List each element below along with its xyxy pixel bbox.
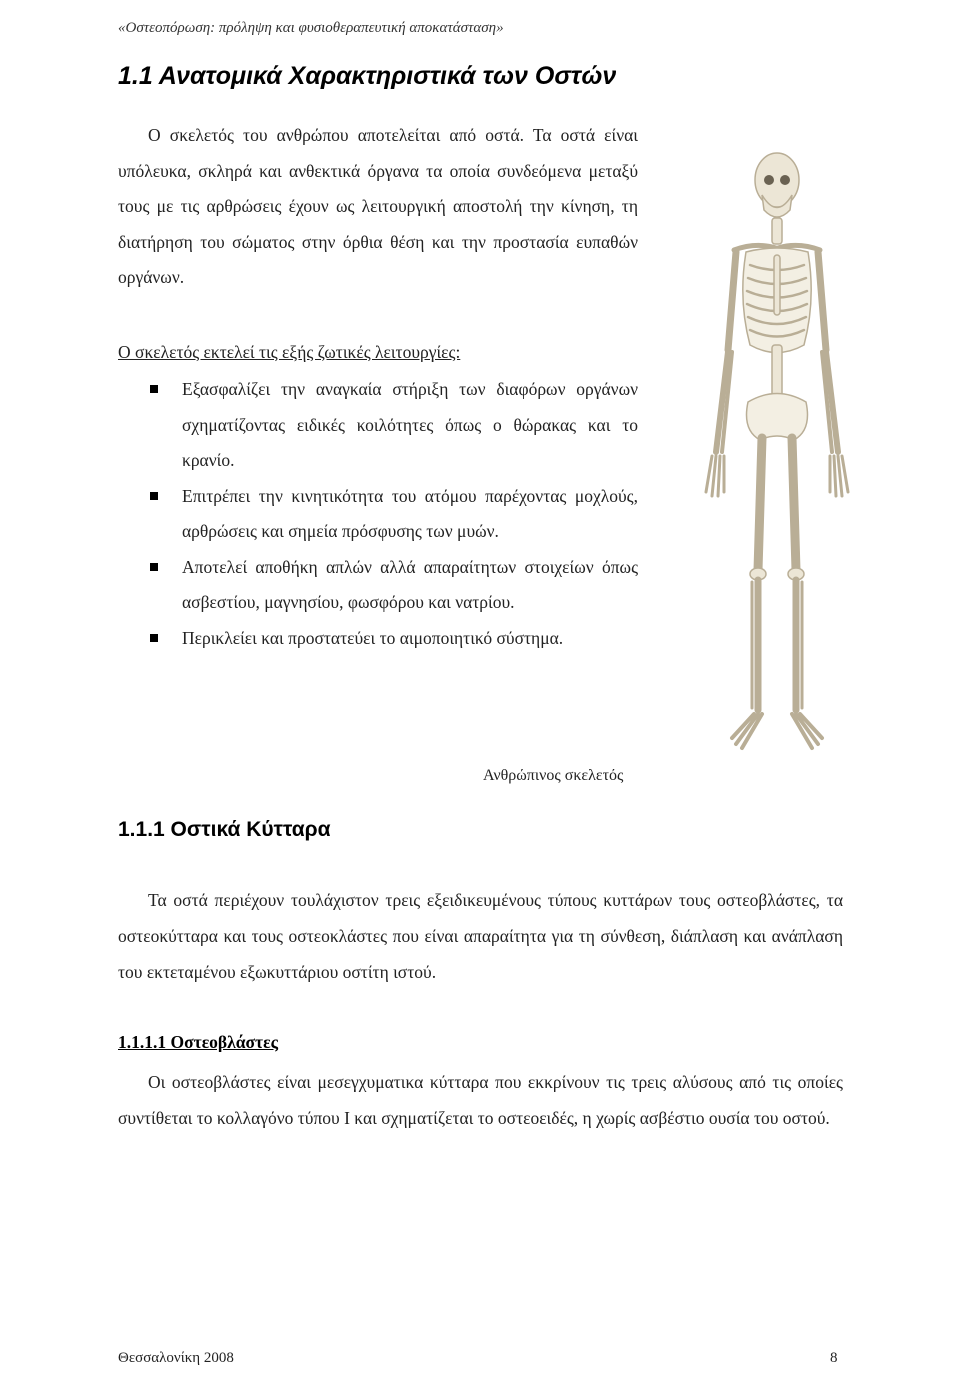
subsection-title: 1.1.1 Οστικά Κύτταρα	[118, 818, 331, 841]
left-humerus	[728, 252, 736, 350]
intro-text: Ο σκελετός του ανθρώπου αποτελείται από οστά. Τα οστά είναι υπόλευκα, σκληρά και ανθεκτικά όργανα τα οποία συνδεόμενα μεταξύ τους με τις αρθρώσεις έχουν ως λειτουργική αποστολή την κίνηση, τη διατήρηση του σώματος στην όρθια θέση και την προστασία ευπαθών οργάνων.	[118, 125, 638, 287]
intro-paragraph	[118, 118, 638, 296]
functions-list	[150, 372, 638, 656]
list-item: Περικλείει και προστατεύει το αιμοποιητικό σύστημα.	[150, 621, 638, 657]
pelvis	[747, 394, 808, 441]
subsection-paragraph	[118, 882, 843, 990]
square-bullet-icon	[150, 385, 158, 393]
left-foot	[732, 714, 762, 748]
sternum	[774, 255, 780, 315]
lumbar-spine	[772, 345, 782, 400]
left-hand	[706, 456, 724, 496]
subsubsection-title: 1.1.1.1 Οστεοβλάστες	[118, 1032, 278, 1052]
square-bullet-icon	[150, 634, 158, 642]
page-number: 8	[830, 1350, 838, 1366]
square-bullet-icon	[150, 563, 158, 571]
figure-caption: Ανθρώπινος σκελετός	[483, 767, 624, 784]
right-hand	[830, 456, 848, 496]
running-header: «Οστεοπόρωση: πρόληψη και φυσιοθεραπευτική αποκατάσταση»	[118, 20, 504, 36]
right-humerus	[818, 252, 826, 350]
skeleton-figure	[676, 140, 881, 762]
left-femur	[758, 438, 762, 570]
list-item: Εξασφαλίζει την αναγκαία στήριξη των διαφόρων οργάνων σχηματίζοντας ειδικές κοιλότητες όπως ο θώρακας και το κρανίο.	[150, 372, 638, 479]
subsection-text: Τα οστά περιέχουν τουλάχιστον τρεις εξειδικευμένους τύπους κυττάρων τους οστεοβλάστες, τα οστεοκύτταρα και τους οστεοκλάστες που είναι απαραίτητα για τη σύνθεση, διάπλαση και ανάπλαση του εκτεταμένου εξωκυττάριου οστίτη ιστού.	[118, 890, 843, 982]
square-bullet-icon	[150, 492, 158, 500]
skull	[755, 153, 799, 207]
neck-vertebrae	[772, 218, 782, 244]
list-item: Αποτελεί αποθήκη απλών αλλά απαραίτητων στοιχείων όπως ασβεστίου, μαγνησίου, φωσφόρου και νατρίου.	[150, 550, 638, 621]
list-item: Επιτρέπει την κινητικότητα του ατόμου παρέχοντας μοχλούς, αρθρώσεις και σημεία πρόσφυσης των μυών.	[150, 479, 638, 550]
functions-title: Ο σκελετός εκτελεί τις εξής ζωτικές λειτουργίες:	[118, 342, 461, 362]
section-title: 1.1 Ανατομικά Χαρακτηριστικά των Οστών	[118, 62, 617, 90]
right-foot	[792, 714, 822, 748]
footer-location-year: Θεσσαλονίκη 2008	[118, 1350, 234, 1366]
right-femur	[792, 438, 796, 570]
subsubsection-paragraph	[118, 1064, 843, 1136]
subsubsection-text: Οι οστεοβλάστες είναι μεσεγχυματικα κύτταρα που εκκρίνουν τις τρεις αλύσους από τις οποίες συντίθεται το κολλαγόνο τύπου Ι και σχηματίζεται το οστεοειδές, η χωρίς ασβέστιο ουσία του οστού.	[118, 1072, 843, 1128]
